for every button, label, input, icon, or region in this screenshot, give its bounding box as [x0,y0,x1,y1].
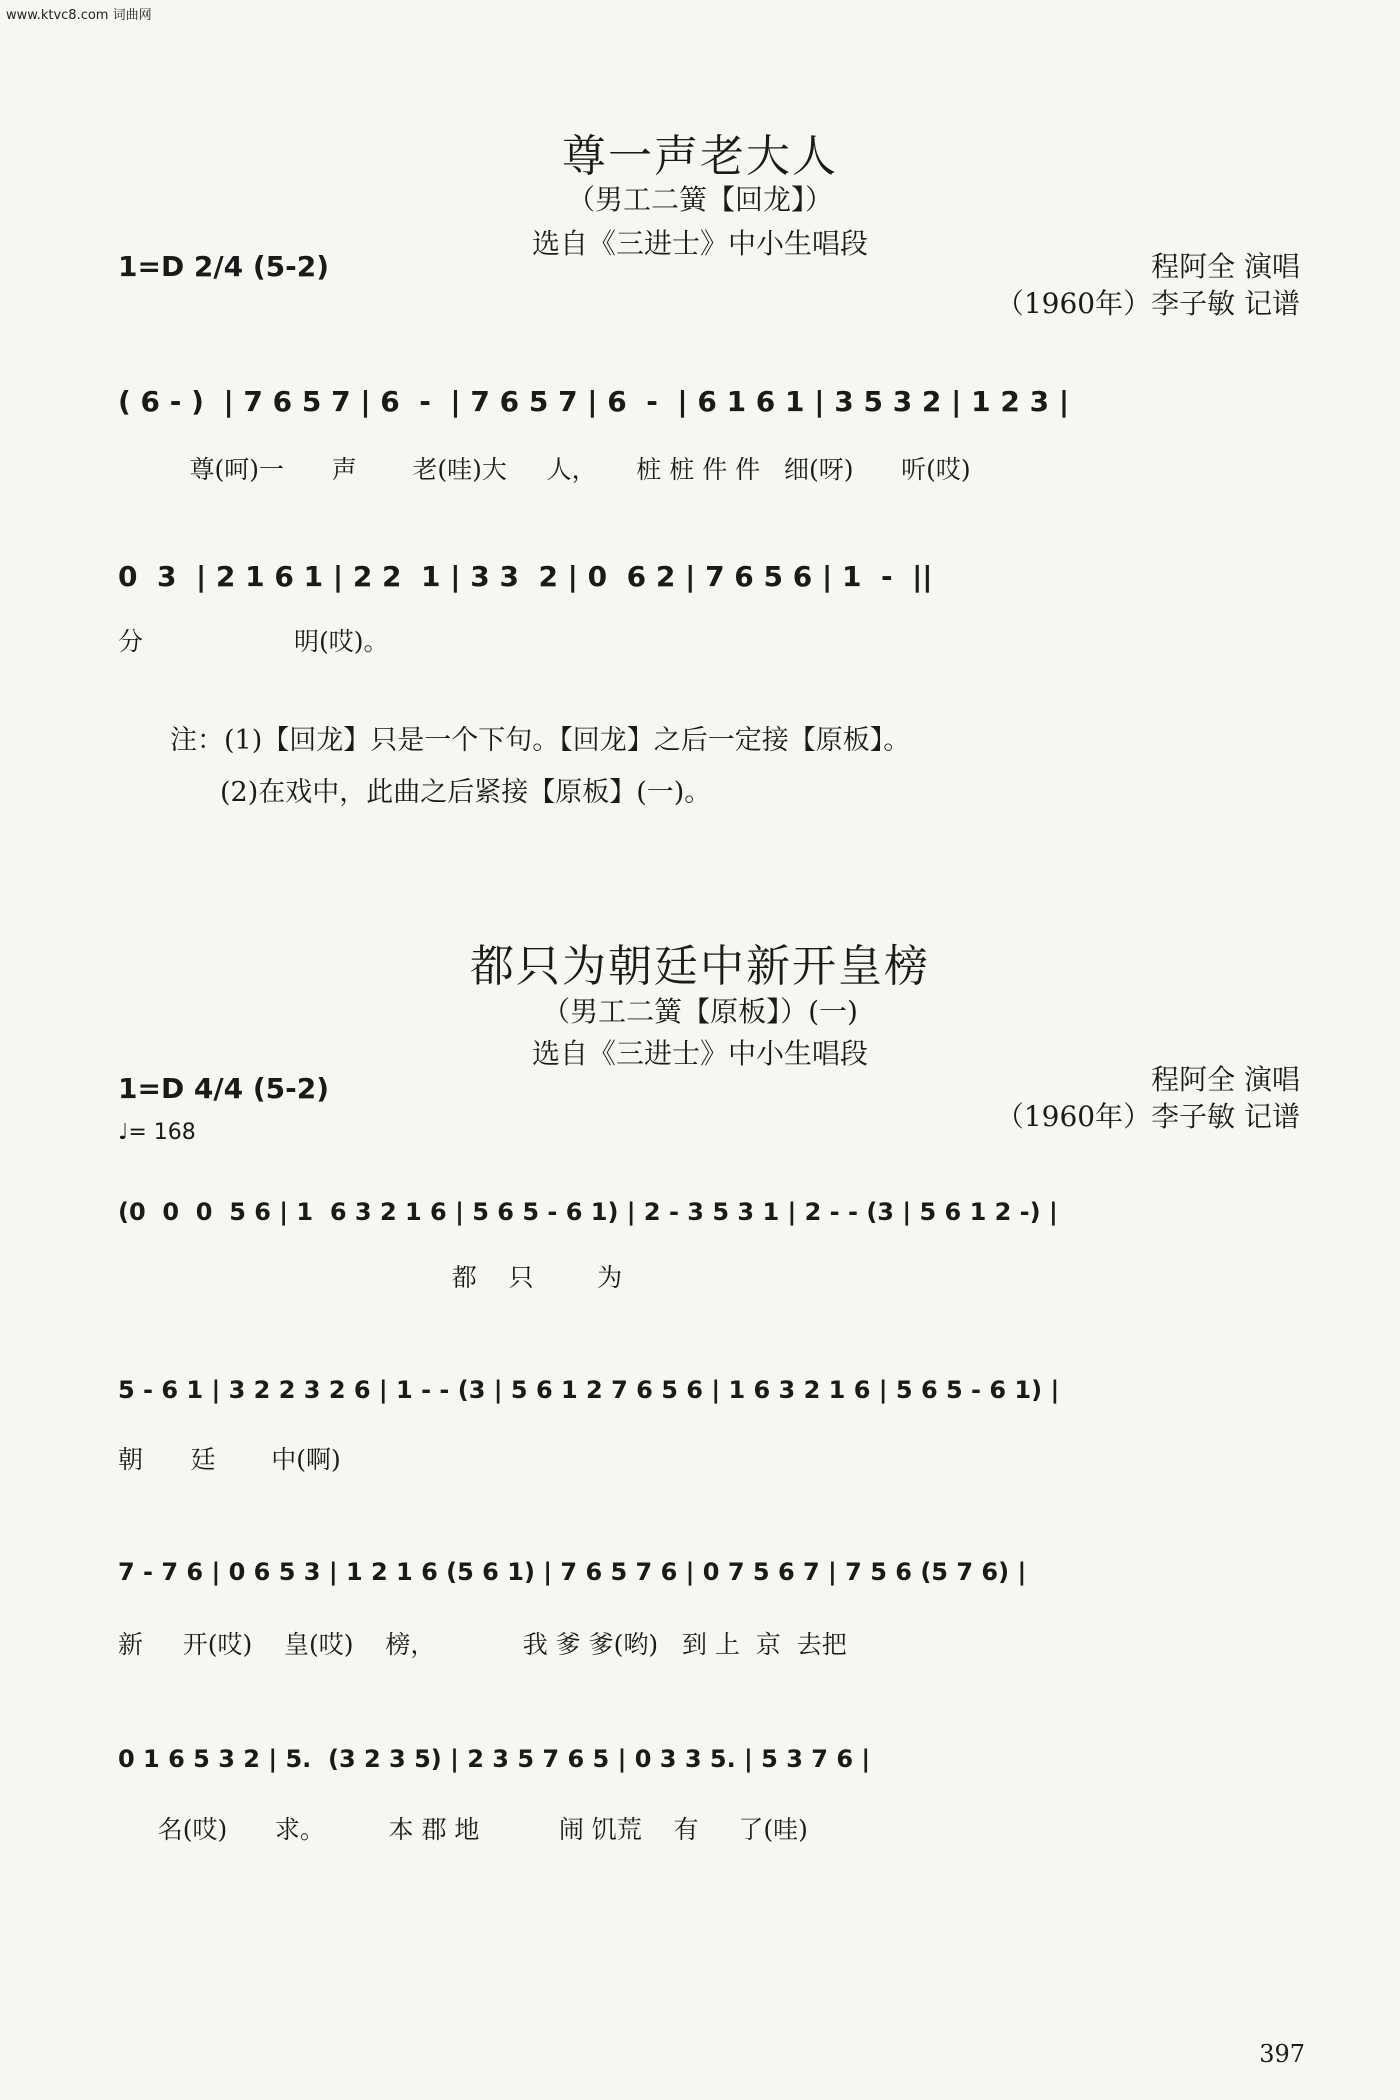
song2-subtitle: （男工二簧【原板】）(一) [542,995,858,1028]
song1-note-1: 注：(1)【回龙】只是一个下句。【回龙】之后一定接【原板】。 [170,725,911,756]
watermark: www.ktvc8.com 词曲网 [6,8,152,23]
song1-line2-notes: 0 3 | 2 1 6 1 | 2 2 1 | 3 3 2 | 0 6 2 | 7 6 5 6 | 1 - || [118,560,933,593]
song1-note-2: (2)在戏中，此曲之后紧接【原板】(一)。 [220,777,712,808]
song1-performer: 程阿全 演唱 [1151,250,1300,283]
song2-line4-notes: 0 1 6 5 3 2 | 5. (3 2 3 5) | 2 3 5 7 6 5 | 0 3 3 5. | 5 3 7 6 | [118,1745,871,1773]
song2-line3-notes: 7 - 7 6 | 0 6 5 3 | 1 2 1 6 (5 6 1) | 7 6 5 7 6 | 0 7 5 6 7 | 7 5 6 (5 7 6) | [118,1558,1027,1586]
song2-source: 选自《三进士》中小生唱段 [531,1037,868,1070]
song2-key: 1=D 4/4 (5-2) [118,1072,330,1105]
song1-title: 尊一声老大人 [562,131,838,182]
song2-tempo: ♩= 168 [118,1120,196,1145]
song1-transcriber: （1960年）李子敏 记谱 [995,287,1300,320]
song2-line2-notes: 5 - 6 1 | 3 2 2 3 2 6 | 1 - - (3 | 5 6 1 2 7 6 5 6 | 1 6 3 2 1 6 | 5 6 5 - 6 1) | [118,1376,1060,1404]
song2-title: 都只为朝廷中新开皇榜 [470,941,930,992]
song1-key: 1=D 2/4 (5-2) [118,250,330,283]
song2-performer: 程阿全 演唱 [1151,1063,1300,1096]
song2-line4-lyrics: 名(哎) 求。 本 郡 地 闹 饥荒 有 了(哇) [118,1815,808,1844]
song2-line1-notes: (0 0 0 5 6 | 1 6 3 2 1 6 | 5 6 5 - 6 1) | 2 - 3 5 3 1 | 2 - - (3 | 5 6 1 2 -) | [118,1198,1058,1226]
song1-line1-notes: ( 6 - ) | 7 6 5 7 | 6 - | 7 6 5 7 | 6 - | 6 1 6 1 | 3 5 3 2 | 1 2 3 | [118,385,1070,418]
song2-line3-lyrics: 新 开(哎) 皇(哎) 榜， 我 爹 爹(哟) 到 上 京 去把 [118,1630,847,1659]
song1-line2-lyrics: 分 明(哎)。 [118,627,389,656]
song1-source: 选自《三进士》中小生唱段 [531,227,868,260]
song1-subtitle: （男工二簧【回龙】） [566,183,833,216]
song2-line1-lyrics: 都 只 为 [118,1263,623,1292]
page-number: 397 [1259,2040,1305,2068]
song2-transcriber: （1960年）李子敏 记谱 [995,1100,1300,1133]
song1-line1-lyrics: 尊(呵)一 声 老(哇)大 人， 桩 桩 件 件 细(呀) 听(哎) [118,455,971,484]
song2-line2-lyrics: 朝 廷 中(啊) [118,1445,341,1474]
